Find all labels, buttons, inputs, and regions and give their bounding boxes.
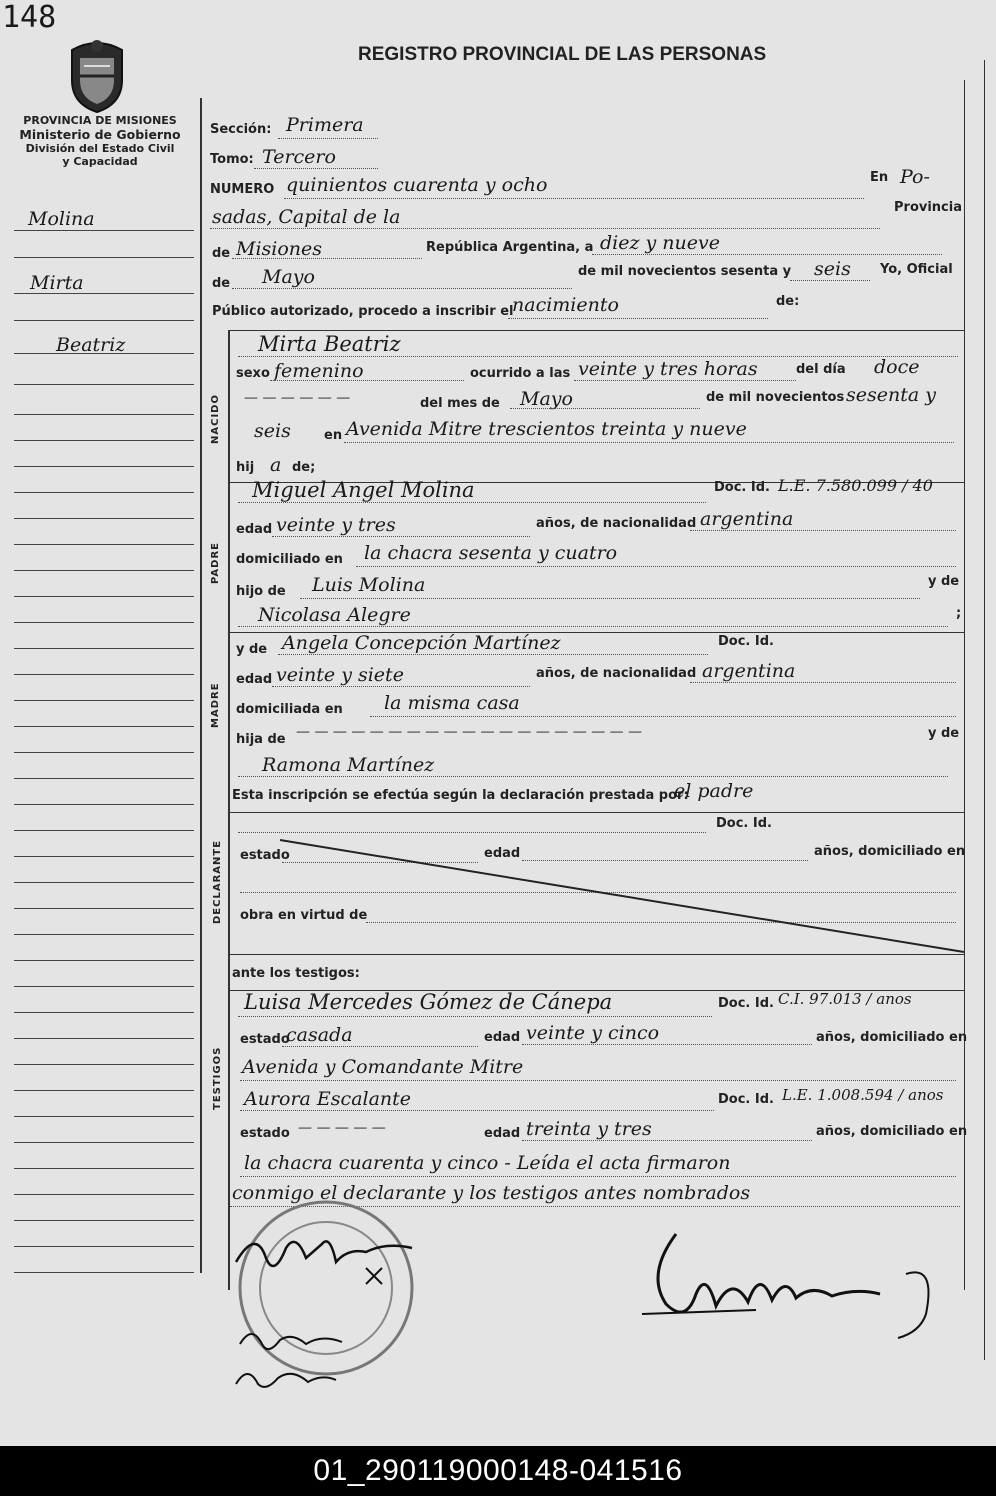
value-testigo-2-edad: treinta y tres xyxy=(526,1118,652,1140)
value-padre-edad: veinte y tres xyxy=(276,514,396,536)
label-declarante-estado: estado xyxy=(240,848,290,863)
label-madre-edad: edad xyxy=(236,672,273,687)
label-del-mes: del mes de xyxy=(420,396,500,411)
label-seccion: Sección: xyxy=(210,122,272,137)
margin-surname: Molina xyxy=(28,208,95,230)
label-de-1: de xyxy=(212,246,231,261)
value-testigo-2: Aurora Escalante xyxy=(244,1088,412,1110)
scan-identifier: 01_290119000148-041516 xyxy=(0,1446,996,1496)
value-dia: diez y nueve xyxy=(600,232,721,254)
label-de-mil: de mil novecientos sesenta y xyxy=(578,264,792,279)
label-de-colon: de: xyxy=(776,294,800,309)
value-hora: veinte y tres horas xyxy=(578,358,758,380)
label-padre-y-de: y de xyxy=(928,574,960,589)
label-numero: NUMERO xyxy=(210,182,275,197)
value-testigo-1-edad: veinte y cinco xyxy=(526,1022,660,1044)
value-padre-nombre: Miguel Angel Molina xyxy=(252,478,475,502)
value-madre-edad: veinte y siete xyxy=(276,664,404,686)
issuer-ministry: Ministerio de Gobierno xyxy=(19,127,181,142)
value-testigo-1: Luisa Mercedes Gómez de Cánepa xyxy=(244,990,613,1014)
label-obra: obra en virtud de xyxy=(240,908,368,923)
value-padre-padre: Luis Molina xyxy=(312,574,426,596)
value-en-place: Po- xyxy=(900,166,930,188)
label-tomo: Tomo: xyxy=(210,152,254,167)
value-dia-nac-blank: — — — — — — xyxy=(244,390,351,406)
signature-witness-2 xyxy=(232,1320,382,1400)
label-declarante-doc: Doc. Id. xyxy=(716,816,772,831)
issuer-province: PROVINCIA DE MISIONES xyxy=(23,114,177,127)
label-padre-anos: años, de nacionalidad xyxy=(536,516,697,531)
label-padre-dom: domiciliado en xyxy=(236,552,343,567)
label-yo-oficial: Yo, Oficial xyxy=(880,262,953,277)
value-madre-dom: la misma casa xyxy=(384,692,520,714)
value-anio: seis xyxy=(814,258,851,280)
value-sexo: femenino xyxy=(274,360,364,382)
label-sexo: sexo xyxy=(236,366,270,381)
section-label-madre: MADRE xyxy=(210,682,221,728)
issuer-block xyxy=(4,114,196,168)
value-testigo-1-estado: casada xyxy=(286,1024,353,1046)
signature-officer xyxy=(636,1214,952,1354)
label-declarante-edad: edad xyxy=(484,846,521,861)
value-madre-madre: Ramona Martínez xyxy=(262,754,435,776)
label-de-mil-2: de mil novecientos xyxy=(706,390,845,405)
value-anio-nac-2: seis xyxy=(254,420,291,442)
label-declaracion: Esta inscripción se efectúa según la declaración prestada por: xyxy=(232,788,689,803)
value-nombre: Mirta Beatriz xyxy=(258,332,401,356)
value-mes: Mayo xyxy=(262,266,315,288)
value-mes-nac: Mayo xyxy=(520,388,573,410)
cancel-strike-line xyxy=(230,812,966,957)
margin-name-1: Mirta xyxy=(30,272,84,294)
value-testigo-1-doc: C.I. 97.013 / anos xyxy=(778,990,912,1008)
value-testigo-2-dom: la chacra cuarenta y cinco - Leída el acta firmaron xyxy=(244,1152,731,1174)
label-testigo-2-doc: Doc. Id. xyxy=(718,1092,774,1107)
label-testigo-1-anos: años, domiciliado en xyxy=(816,1030,968,1045)
label-testigo-2-anos: años, domiciliado en xyxy=(816,1124,968,1139)
label-testigo-2-estado: estado xyxy=(240,1126,290,1141)
label-madre-dom: domiciliada en xyxy=(236,702,343,717)
page-number: 148 xyxy=(2,0,57,35)
label-testigo-1-estado: estado xyxy=(240,1032,290,1047)
issuer-division: División del Estado Civil xyxy=(25,142,175,155)
label-ocurrido: ocurrido a las xyxy=(470,366,571,381)
document-title: REGISTRO PROVINCIAL DE LAS PERSONAS xyxy=(358,44,767,65)
value-declarante: el padre xyxy=(674,780,754,802)
value-provincia: Misiones xyxy=(236,238,323,260)
label-madre-y-de: y de xyxy=(928,726,960,741)
signature-witness-1 xyxy=(226,1218,426,1288)
label-republica: República Argentina, a xyxy=(426,240,594,255)
value-testigo-2-estado: — — — — — xyxy=(298,1120,386,1136)
section-label-padre: PADRE xyxy=(210,542,221,584)
value-acto: nacimiento xyxy=(512,294,619,316)
coat-of-arms-icon xyxy=(62,36,132,114)
issuer-division-2: y Capacidad xyxy=(62,155,138,168)
margin-name-2: Beatriz xyxy=(56,334,126,356)
value-testigo-2-doc: L.E. 1.008.594 / anos xyxy=(782,1086,944,1104)
value-madre-padre: — — — — — — — — — — — — — — — — — — — xyxy=(296,724,643,740)
label-testigo-2-edad: edad xyxy=(484,1126,521,1141)
label-declarante-anos: años, domiciliado en xyxy=(814,844,966,859)
label-madre-y-de: y de xyxy=(236,642,268,657)
label-madre-doc: Doc. Id. xyxy=(718,634,774,649)
value-padre-doc: L.E. 7.580.099 / 40 xyxy=(778,476,933,495)
value-seccion: Primera xyxy=(286,114,364,136)
label-hijo-de: hijo de xyxy=(236,584,286,599)
value-padre-dom: la chacra sesenta y cuatro xyxy=(364,542,618,564)
value-tomo: Tercero xyxy=(262,146,336,168)
label-hija-de: hija de xyxy=(236,732,286,747)
label-hij: hij xyxy=(236,460,255,475)
value-testigo-1-dom: Avenida y Comandante Mitre xyxy=(242,1056,524,1078)
value-dia-nac: doce xyxy=(874,356,920,378)
section-label-testigos: TESTIGOS xyxy=(212,1046,223,1110)
value-place-2: sadas, Capital de la xyxy=(212,206,401,228)
value-madre-nac: argentina xyxy=(702,660,796,682)
label-del-dia: del día xyxy=(796,362,846,377)
value-hij-suffix: a xyxy=(270,454,282,476)
value-padre-nac: argentina xyxy=(700,508,794,530)
label-semicolon: ; xyxy=(956,606,962,621)
label-en-2: en xyxy=(324,428,343,443)
label-testigo-1-edad: edad xyxy=(484,1030,521,1045)
value-lugar: Avenida Mitre trescientos treinta y nueve xyxy=(346,418,747,440)
label-de-2: de xyxy=(212,276,231,291)
label-madre-anos: años, de nacionalidad xyxy=(536,666,697,681)
label-en: En xyxy=(870,170,889,185)
label-de-semi: de; xyxy=(292,460,316,475)
value-madre-nombre: Angela Concepción Martínez xyxy=(282,632,561,654)
label-publico: Público autorizado, procedo a inscribir el xyxy=(212,304,514,319)
section-label-nacido: NACIDO xyxy=(210,394,221,444)
value-padre-madre: Nicolasa Alegre xyxy=(258,604,411,626)
label-padre-edad: edad xyxy=(236,522,273,537)
label-ante-testigos: ante los testigos: xyxy=(232,966,360,981)
label-testigo-1-doc: Doc. Id. xyxy=(718,996,774,1011)
value-numero: quinientos cuarenta y ocho xyxy=(286,174,548,196)
label-padre-doc: Doc. Id. xyxy=(714,480,770,495)
value-closing: conmigo el declarante y los testigos antes nombrados xyxy=(232,1182,751,1204)
value-anio-nac-1: sesenta y xyxy=(846,384,936,406)
label-provincia: Provincia xyxy=(894,200,962,215)
section-label-declarante: DECLARANTE xyxy=(212,839,223,924)
